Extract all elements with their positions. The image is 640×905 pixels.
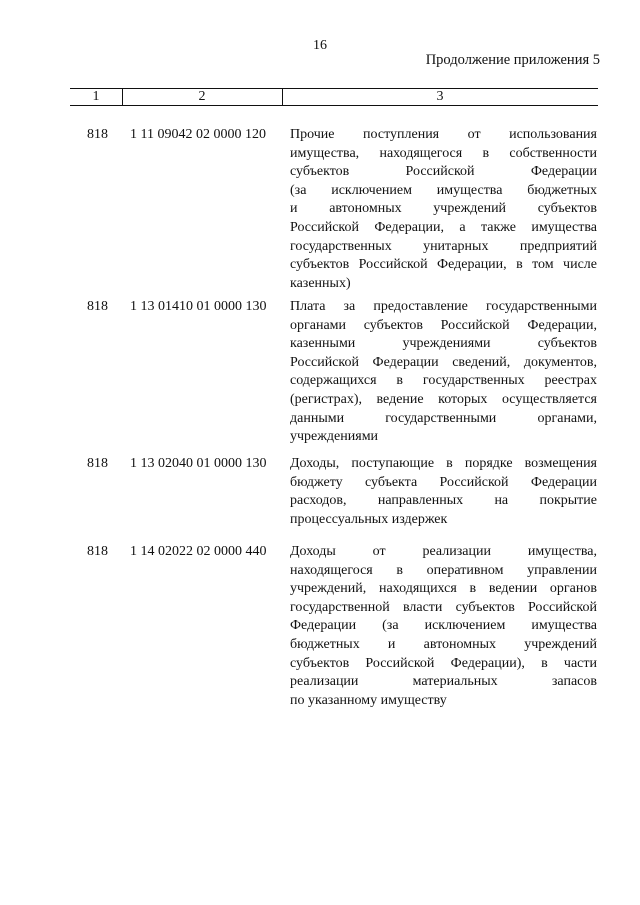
description-line: субъектов Российской Федерации, в том числе xyxy=(290,257,597,273)
description-line: Федерации (за исключением имущества xyxy=(290,618,597,634)
description-line: реализации материальных запасов xyxy=(290,674,597,690)
description-line: Доходы от реализации имущества, xyxy=(290,544,597,559)
description-line: Плата за предоставление государственными xyxy=(290,299,597,314)
description-line: данными государственными органами, xyxy=(290,410,597,426)
description-line: Доходы, поступающие в порядке возмещения xyxy=(290,456,597,471)
description-line: учреждениями xyxy=(290,429,379,445)
description-line: Российской Федерации, а также имущества xyxy=(290,219,597,235)
admin-code-cell: 818 xyxy=(87,127,108,142)
budget-code-cell: 1 11 09042 02 0000 120 xyxy=(130,127,266,142)
description-cell xyxy=(290,455,597,529)
description-line: бюджетных и автономных учреждений xyxy=(290,636,597,652)
description-line: бюджету субъекта Российской Федерации xyxy=(290,474,597,490)
description-line: государственных унитарных предприятий xyxy=(290,238,597,254)
description-line: учреждений, находящихся в ведении органов xyxy=(290,581,597,597)
page-number: 16 xyxy=(313,38,327,53)
table-header xyxy=(70,88,598,106)
description-line: субъектов Российской Федерации), в части xyxy=(290,655,597,671)
description-line: находящегося в оперативном управлении xyxy=(290,562,597,578)
description-line: (за исключением имущества бюджетных xyxy=(290,182,597,198)
budget-code-cell: 1 13 02040 01 0000 130 xyxy=(130,456,267,471)
description-line: расходов, направленных на покрытие xyxy=(290,493,597,509)
description-line: по указанному имуществу xyxy=(290,692,447,708)
appendix-continuation-note: Продолжение приложения 5 xyxy=(425,52,600,68)
column-header-3: 3 xyxy=(436,89,444,104)
description-line: казенными учреждениями субъектов xyxy=(290,336,597,352)
column-header-2: 2 xyxy=(122,89,283,105)
description-line: Российской Федерации сведений, документов, xyxy=(290,354,597,370)
admin-code-cell: 818 xyxy=(87,544,108,559)
description-line: (регистрах), ведение которых осуществляется xyxy=(290,391,597,407)
description-line: содержащихся в государственных реестрах xyxy=(290,373,597,389)
description-line: субъектов Российской Федерации xyxy=(290,164,597,180)
description-cell xyxy=(290,298,597,447)
budget-code-cell: 1 14 02022 02 0000 440 xyxy=(130,544,267,559)
admin-code-cell: 818 xyxy=(87,299,108,314)
description-line: государственной власти субъектов Российской xyxy=(290,599,597,615)
budget-code-cell: 1 13 01410 01 0000 130 xyxy=(130,299,267,314)
description-line: казенных) xyxy=(290,275,351,291)
description-cell xyxy=(290,543,597,710)
description-line: органами субъектов Российской Федерации, xyxy=(290,317,597,333)
description-line: имущества, находящегося в собственности xyxy=(290,145,597,161)
column-header-1: 1 xyxy=(70,89,123,105)
description-line: и автономных учреждений субъектов xyxy=(290,201,597,217)
description-line: процессуальных издержек xyxy=(290,511,448,527)
description-cell xyxy=(290,126,597,293)
description-line: Прочие поступления от использования xyxy=(290,127,597,142)
admin-code-cell: 818 xyxy=(87,456,108,471)
